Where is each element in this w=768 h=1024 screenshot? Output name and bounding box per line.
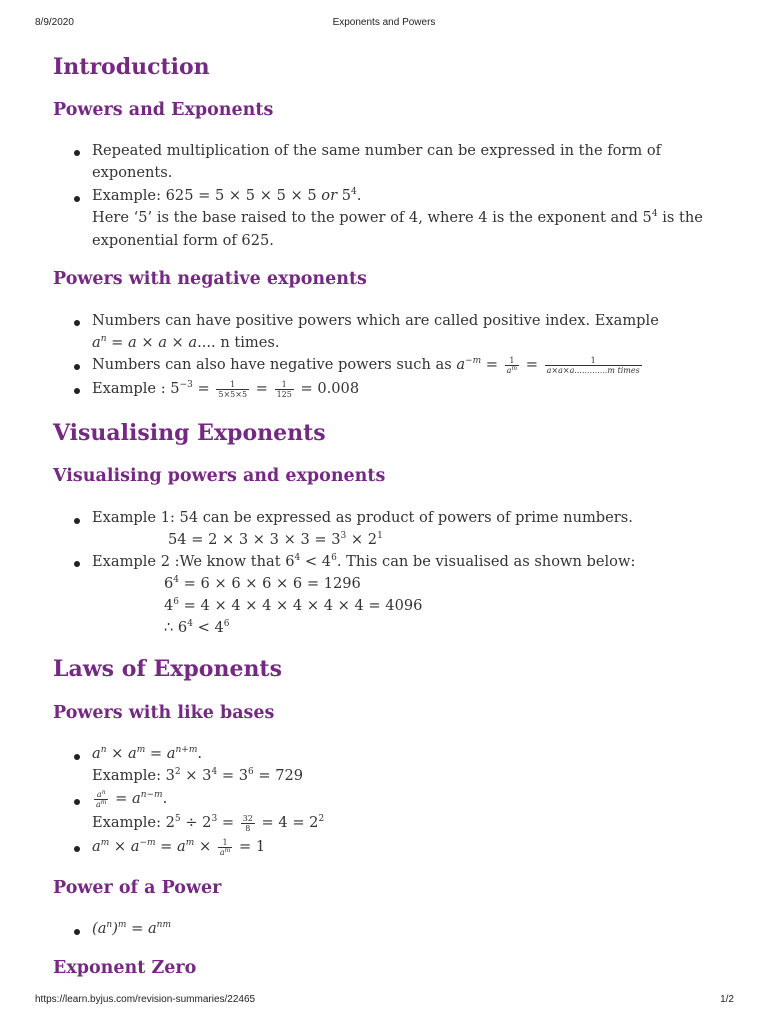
law-product: $a^n \times a^m = a^{n+m}$. bbox=[92, 745, 202, 762]
text-line: exponents. bbox=[92, 164, 173, 181]
heading-negative-exponents: Powers with negative exponents bbox=[53, 269, 367, 289]
bullet bbox=[74, 846, 80, 852]
text-line: Numbers can have positive powers which are called positive index. Example bbox=[92, 312, 659, 329]
heading-powers-and-exponents: Powers and Exponents bbox=[53, 100, 274, 120]
heading-visualising-exponents: Visualising Exponents bbox=[53, 420, 326, 446]
heading-like-bases: Powers with like bases bbox=[53, 703, 275, 723]
print-title: Exponents and Powers bbox=[332, 17, 436, 28]
example-quotient: Example: $2^5 \div 2^3$ = $\frac{32}{8}$ = $4 = 2^2$ bbox=[92, 813, 325, 833]
print-header bbox=[0, 17, 768, 31]
bullet bbox=[74, 518, 80, 524]
page-number: 1/2 bbox=[720, 994, 734, 1005]
print-date: 8/9/2020 bbox=[35, 17, 74, 28]
example-5-neg3: Example : $5^{-3}$ = $\frac{1}{5\times 5\times 5}$ = $\frac{1}{125}$ = 0.008 bbox=[92, 379, 360, 399]
formula-54: $54 = 2 \times 3 \times 3 \times 3 = 3^3 \times 2^1$ bbox=[168, 531, 383, 548]
formula-4-pow-6: $4^6 = 4 \times 4 \times 4 \times 4 \times 4 \times 4 = 4096$ bbox=[164, 597, 423, 614]
formula-a-n: $a^n = a \times a \times a$.... n times. bbox=[92, 334, 280, 351]
bullet bbox=[74, 196, 80, 202]
formula-negative-power: Numbers can also have negative powers such as $a^{-m}$ = $\frac{1}{a^m}$ = $\frac{1}{\text{a×a×a.............m times}}$ bbox=[92, 355, 640, 375]
heading-power-of-a-power: Power of a Power bbox=[53, 878, 222, 898]
bullet bbox=[74, 364, 80, 370]
print-footer bbox=[0, 994, 768, 1008]
text-line: Repeated multiplication of the same number can be expressed in the form of bbox=[92, 142, 662, 159]
example-625: Example: 625 = 5 × 5 × 5 × 5 or $5^4$. bbox=[92, 187, 362, 204]
example-product: Example: $3^2 \times 3^4 = 3^6 = 729$ bbox=[92, 767, 304, 784]
bullet bbox=[74, 388, 80, 394]
text-line: Here ‘5’ is the base raised to the power of 4, where 4 is the exponent and $5^4$ is the bbox=[92, 209, 703, 226]
formula-therefore: ∴ $6^4 < 4^6$ bbox=[164, 619, 230, 636]
heading-laws-of-exponents: Laws of Exponents bbox=[53, 656, 282, 682]
bullet bbox=[74, 150, 80, 156]
text-line: exponential form of 625. bbox=[92, 232, 274, 249]
text-line: Example 2 :We know that $6^4 < 4^6$. This can be visualised as shown below: bbox=[92, 553, 636, 570]
bullet bbox=[74, 799, 80, 805]
bullet bbox=[74, 561, 80, 567]
bullet bbox=[74, 929, 80, 935]
law-power-of-power: $(a^n)^m = a^{nm}$ bbox=[92, 920, 172, 937]
law-negative-product: $a^m \times a^{-m} = a^m$ × $\frac{1}{a^m}$ = 1 bbox=[92, 837, 266, 857]
law-quotient: $\frac{a^n}{a^m}$ = $a^{n-m}$. bbox=[96, 788, 168, 809]
heading-introduction: Introduction bbox=[53, 54, 210, 80]
formula-6-pow-4: $6^4 = 6 \times 6 \times 6 \times 6 = 1296$ bbox=[164, 575, 361, 592]
text-line: Example 1: 54 can be expressed as product of powers of prime numbers. bbox=[92, 509, 633, 526]
bullet bbox=[74, 320, 80, 326]
heading-exponent-zero: Exponent Zero bbox=[53, 958, 197, 978]
bullet bbox=[74, 754, 80, 760]
page-url: https://learn.byjus.com/revision-summaries/22465 bbox=[35, 994, 256, 1005]
heading-visualising-powers: Visualising powers and exponents bbox=[53, 466, 386, 486]
